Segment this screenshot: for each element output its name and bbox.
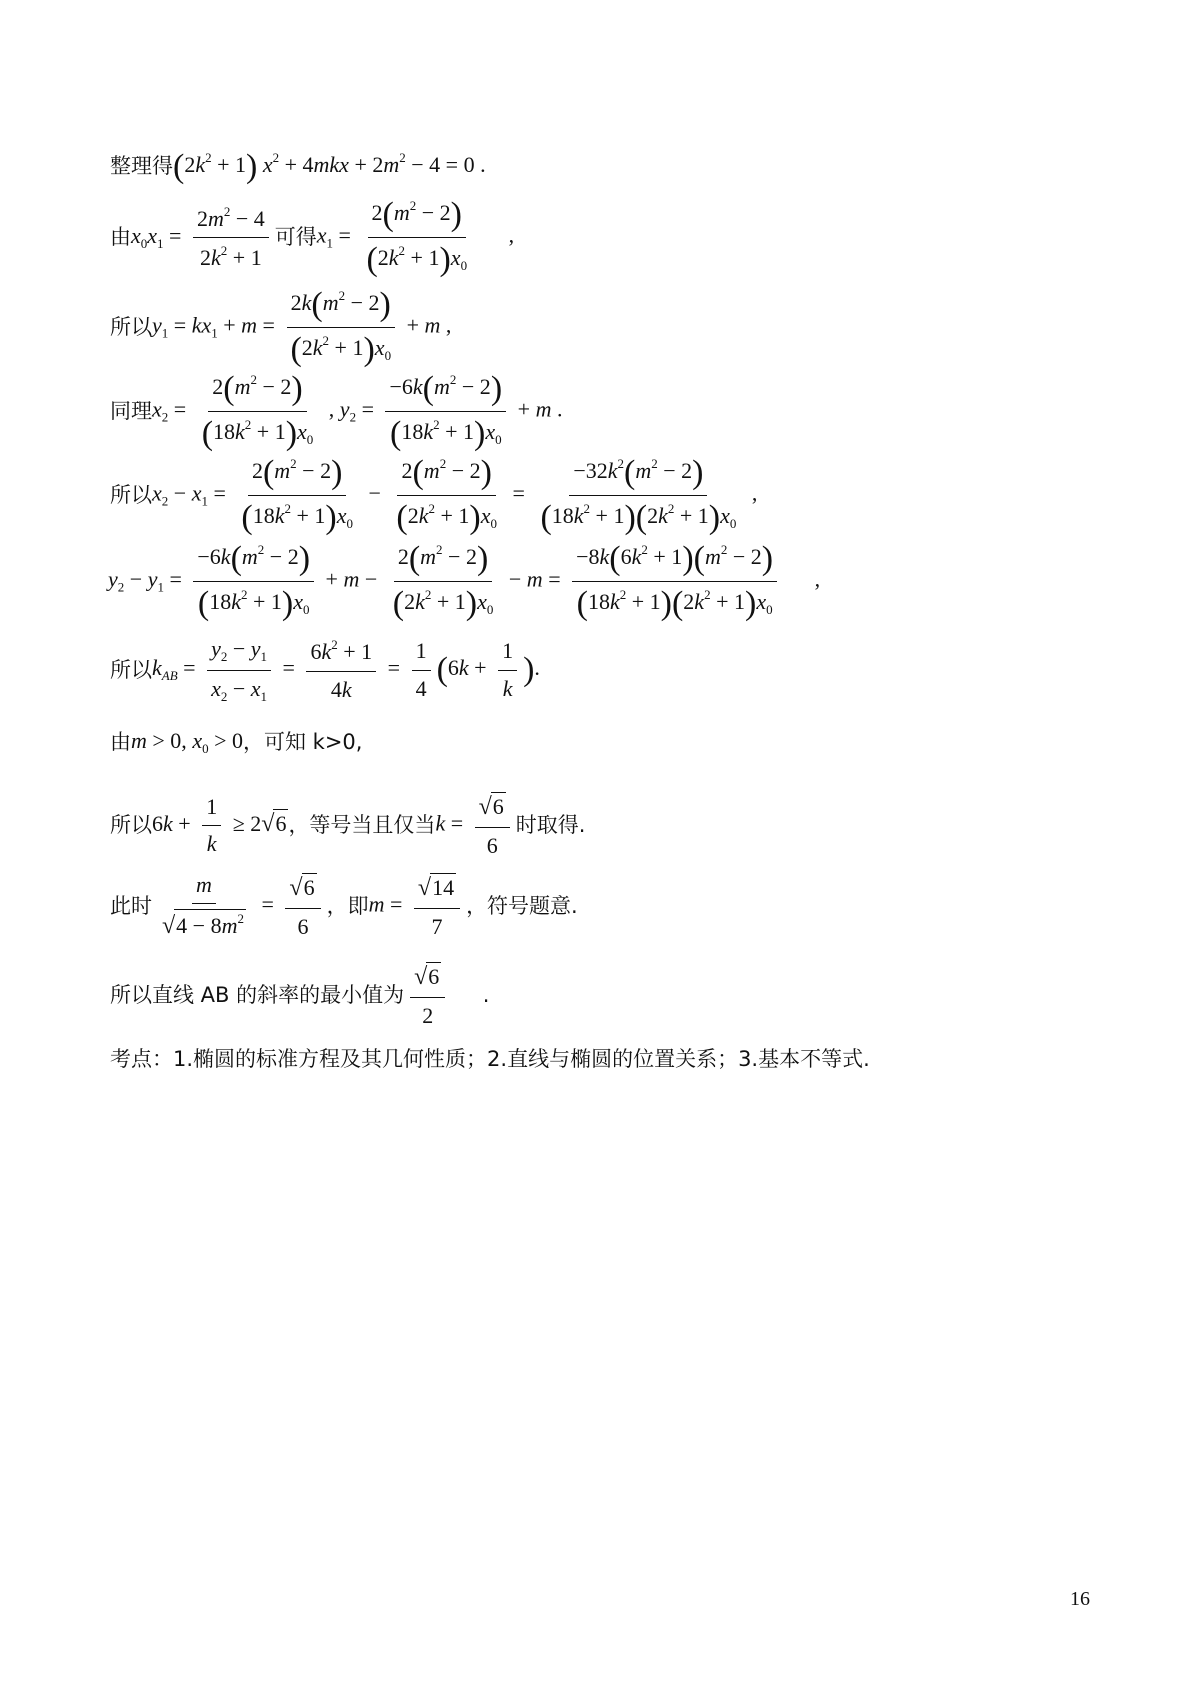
text-suffix: ，符号题意. (466, 894, 578, 918)
text-mid: ，等号当且仅当 (288, 813, 436, 837)
equation: m > 0, $x_0 > 0$ (131, 728, 243, 756)
equation: $\frac{m}{√4 - 8m^2}$ = $\frac{√6}{6}$ (152, 872, 327, 941)
equation-line-6 (108, 542, 1140, 621)
text-prefix: 由 (110, 224, 131, 249)
page-number: 16 (1070, 1588, 1090, 1610)
equation: $x_2 - x_1$ = $\frac{2(m^2 - 2)}{(18k^2 + 1)x_0}$ − $\frac{2(m^2 - 2)}{(2k^2 + 1)x_0}$ = $\frac{-32k^2(m^2 - 2)}{(18k^2 + 1)(2k^2 + 1)x_0}$ , (152, 454, 758, 536)
equation: $\frac{√6}{2}$ (404, 962, 483, 1029)
text-prefix: 同理 (110, 398, 152, 423)
equation-line-5 (110, 456, 1140, 535)
text-prefix: 由 (110, 729, 131, 754)
text-prefix: 整理得 (110, 154, 173, 179)
kaodian-text: 考点：1.椭圆的标准方程及其几何性质；2.直线与椭圆的位置关系；3.基本不等式. (110, 1047, 870, 1071)
equation: m = $\frac{√14}{7}$ (369, 873, 466, 940)
equation: $x_1$ = $\frac{2(m^2 - 2)}{(2k^2 + 1)x_0}$ , (316, 196, 515, 278)
text-prefix: 所以 (110, 482, 152, 507)
equation: $k_{AB}$ = $\frac{y_2 - y_1}{x_2 - x_1}$ = $\frac{6k^2 + 1}{4k}$ = $\frac{1}{4}$ (6k + $\frac{1}{k}$ ). (152, 636, 540, 704)
text-prefix: 所以直线 AB 的斜率的最小值为 (110, 983, 405, 1007)
equation-line-2 (110, 198, 1140, 277)
equation: $x_0x_1$ = $\frac{2m^2 - 4}{2k^2 + 1}$ (131, 204, 275, 272)
equation: $(2k^2 + 1) x^2 + 4mkx + 2m^2 - 4 = 0$ . (173, 148, 486, 185)
equation: 6k + $\frac{1}{k}$ ≥ 2√6 (152, 793, 287, 857)
text-line-12 (110, 1047, 1140, 1072)
text-suffix: 时取得. (515, 813, 586, 837)
text-mid: 可得 (274, 224, 317, 249)
equation-line-3 (110, 288, 1140, 367)
equation-line-4 (110, 372, 1140, 451)
equation: $x_2$ = $\frac{2(m^2 - 2)}{(18k^2 + 1)x_0}$ , $y_2$ = $\frac{-6k(m^2 - 2)}{(18k^2 + 1)x_0}$ + m . (152, 370, 563, 452)
text-prefix: 所以 (110, 813, 152, 837)
equation-line-7 (110, 636, 1140, 704)
text-line-8 (110, 728, 1140, 757)
text-suffix: . (482, 983, 490, 1007)
text-prefix: 所以 (110, 657, 152, 682)
equation: $y_2 - y_1$ = $\frac{-6k(m^2 - 2)}{(18k^2 + 1)x_0}$ + m − $\frac{2(m^2 - 2)}{(2k^2 + 1)x_0}$ − m = $\frac{-8k(6k^2 + 1)(m^2 - 2)}{(18k^2 + 1)(2k^2 + 1)x_0}$ , (108, 540, 821, 622)
text-mid: ，即 (326, 894, 369, 918)
text-line-11 (110, 962, 1140, 1029)
text-suffix: ，可知 k>0, (243, 729, 363, 754)
text-line-9 (110, 792, 1140, 859)
text-line-10 (110, 872, 1140, 941)
text-prefix: 所以 (110, 314, 152, 339)
equation: k = $\frac{√6}{6}$ (435, 792, 515, 859)
equation-line-1 (110, 150, 1140, 184)
equation: $y_1 = kx_1 + m$ = $\frac{2k(m^2 - 2)}{(2k^2 + 1)x_0}$ + m , (152, 286, 452, 368)
text-prefix: 此时 (110, 894, 152, 918)
